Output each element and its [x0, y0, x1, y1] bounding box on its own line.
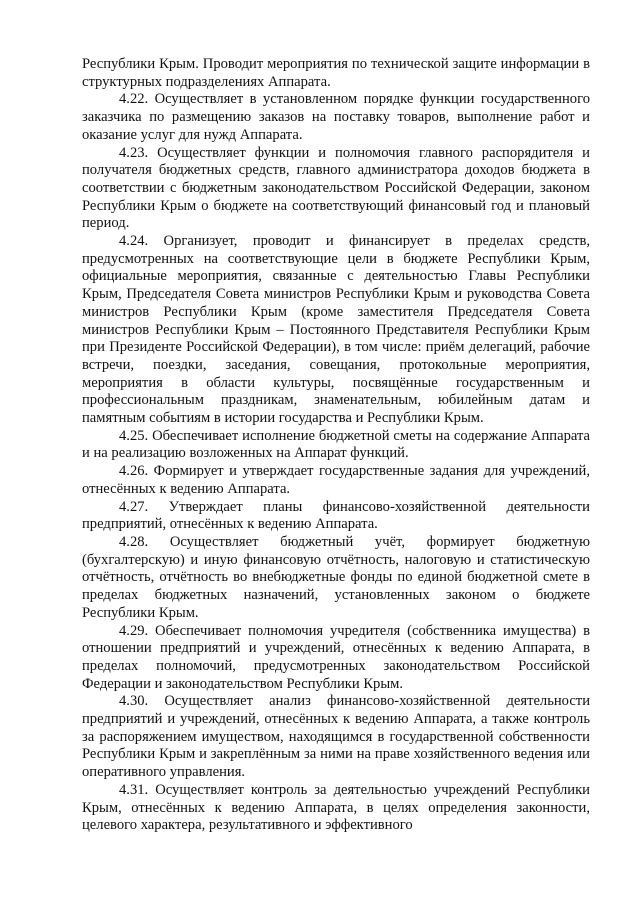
paragraph-text: 4.28. Осуществляет бюджетный учёт, формирует бюджетную (бухгалтерскую) и иную финансовую отчётность, налоговую и статистическую отчётность, отчётность во внебюджетные фонды по единой бюджетной смете в пределах бюджетных назначений, установленных законом о бюджете Республики Крым. [82, 533, 590, 621]
document-page [82, 56, 590, 835]
paragraph-4-23 [82, 145, 590, 234]
paragraph-4-24 [82, 233, 590, 428]
paragraph-4-25 [82, 428, 590, 463]
paragraph-text: 4.24. Организует, проводит и финансирует в пределах средств, предусмотренных на соответствующие цели в бюджете Республики Крым, официальные мероприятия, связанные с деятельностью Главы Республики Крым, Председателя Совета министров Республики Крым и руководства Совета министров Республики Крым (кроме заместителя Председателя Совета министров Республики Крым – Постоянного Представителя Республики Крым при Президенте Российской Федерации), в том числе: приём делегаций, рабочие встречи, поездки, заседания, совещания, протокольные мероприятия, мероприятия в области культуры, посвящённые государственным и профессиональным праздникам, знаменательным, юбилейным датам и памятным событиям в истории государства и Республики Крым. [82, 233, 590, 427]
paragraph-text: 4.25. Обеспечивает исполнение бюджетной сметы на содержание Аппарата и на реализацию возложенных на Аппарат функций. [82, 427, 590, 462]
paragraph-4-27 [82, 499, 590, 534]
paragraph-4-30 [82, 693, 590, 782]
paragraph-4-29 [82, 623, 590, 694]
paragraph-text: 4.27. Утверждает планы финансово-хозяйственной деятельности предприятий, отнесённых к ведению Аппарата. [82, 498, 590, 533]
paragraph-4-31 [82, 782, 590, 835]
paragraph-continuation [82, 56, 590, 91]
paragraph-4-22 [82, 91, 590, 144]
paragraph-4-28 [82, 534, 590, 623]
paragraph-text: 4.22. Осуществляет в установленном порядке функции государственного заказчика по размещению заказов на поставку товаров, выполнение работ и оказание услуг для нужд Аппарата. [82, 91, 590, 143]
paragraph-text: 4.29. Обеспечивает полномочия учредителя (собственника имущества) в отношении предприятий и учреждений, отнесённых к ведению Аппарата, в пределах полномочий, предусмотренных законодательством Российской Федерации и законодательством Республики Крым. [82, 622, 590, 692]
paragraph-text: 4.23. Осуществляет функции и полномочия главного распорядителя и получателя бюджетных средств, главного администратора доходов бюджета в соответствии с бюджетным законодательством Российской Федерации, законом Республики Крым о бюджете на соответствующий финансовый год и плановый период. [82, 144, 590, 232]
paragraph-4-26 [82, 463, 590, 498]
paragraph-text: 4.30. Осуществляет анализ финансово-хозяйственной деятельности предприятий и учреждений, отнесённых к ведению Аппарата, а также контроль за распоряжением имуществом, находящимся в государственной собственности Республики Крым и закреплённым за ними на праве хозяйственного ведения или оперативного управления. [82, 693, 590, 781]
paragraph-text: Республики Крым. Проводит мероприятия по технической защите информации в структурных подразделениях Аппарата. [82, 56, 590, 90]
paragraph-text: 4.26. Формирует и утверждает государственные задания для учреждений, отнесённых к ведению Аппарата. [82, 463, 590, 497]
paragraph-text: 4.31. Осуществляет контроль за деятельностью учреждений Республики Крым, отнесённых к ведению Аппарата, в целях определения законности, целевого характера, результативного и эффективного [82, 781, 590, 834]
